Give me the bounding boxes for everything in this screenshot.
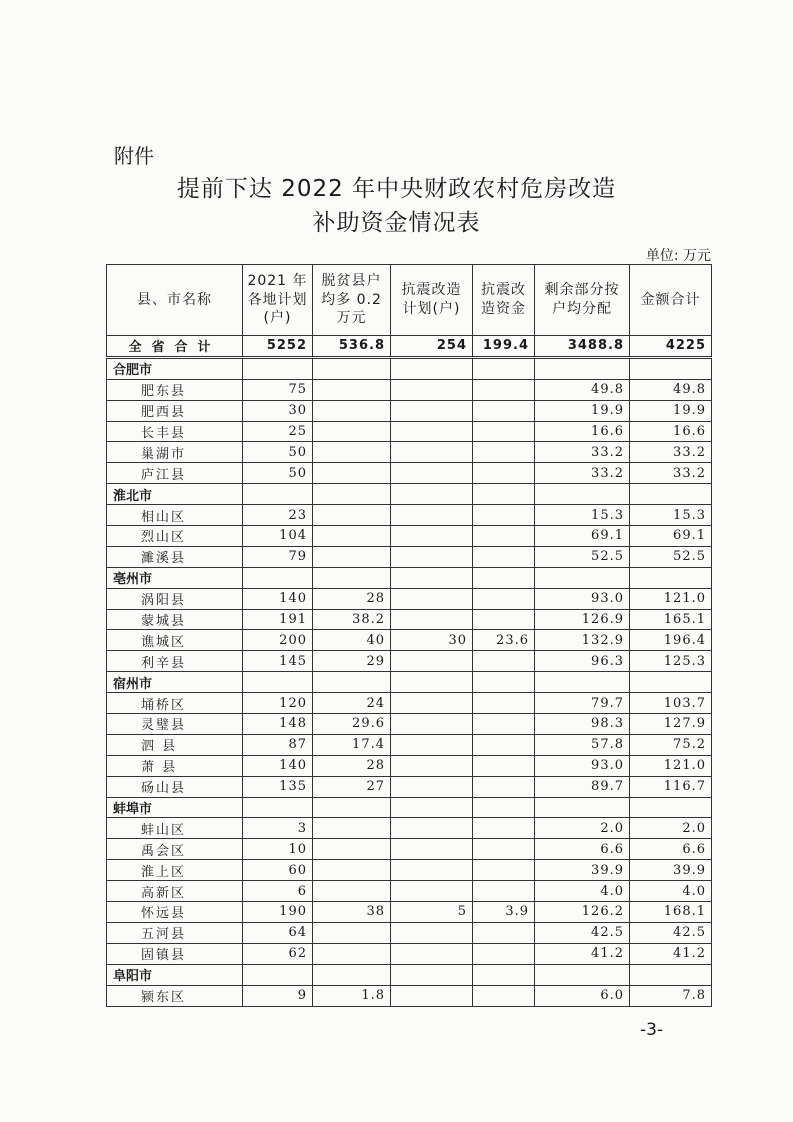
value-cell: 60 bbox=[243, 860, 313, 881]
county-name-cell: 肥西县 bbox=[107, 400, 243, 421]
city-name-cell: 亳州市 bbox=[107, 567, 243, 588]
county-name-cell: 涡阳县 bbox=[107, 588, 243, 609]
document-title-line2: 补助资金情况表 bbox=[312, 210, 481, 236]
value-cell: 64 bbox=[243, 922, 313, 943]
county-name-cell: 肥东县 bbox=[107, 379, 243, 400]
header-quake-plan: 抗震改造计划(户) bbox=[391, 265, 473, 336]
table-row-county bbox=[107, 922, 712, 943]
value-cell bbox=[473, 714, 535, 735]
table-row-county bbox=[107, 588, 712, 609]
value-cell: 132.9 bbox=[535, 630, 630, 651]
county-name-cell: 砀山县 bbox=[107, 776, 243, 797]
attachment-label: 附件 bbox=[114, 144, 154, 168]
table-row-county bbox=[107, 609, 712, 630]
county-name-cell: 蚌山区 bbox=[107, 818, 243, 839]
value-cell: 116.7 bbox=[630, 776, 712, 797]
county-name-cell: 埇桥区 bbox=[107, 693, 243, 714]
table-row-county bbox=[107, 755, 712, 776]
value-cell bbox=[313, 505, 391, 526]
value-cell: 17.4 bbox=[313, 734, 391, 755]
total-value-cell: 3488.8 bbox=[535, 336, 630, 358]
empty-cell bbox=[313, 357, 391, 379]
table-row-city bbox=[107, 484, 712, 505]
value-cell bbox=[313, 839, 391, 860]
value-cell bbox=[473, 421, 535, 442]
empty-cell bbox=[535, 357, 630, 379]
value-cell: 2.0 bbox=[535, 818, 630, 839]
value-cell: 6.6 bbox=[535, 839, 630, 860]
county-name-cell: 禹会区 bbox=[107, 839, 243, 860]
empty-cell bbox=[473, 964, 535, 985]
subsidy-table bbox=[106, 264, 712, 1007]
value-cell: 6.0 bbox=[535, 985, 630, 1006]
city-name-cell: 淮北市 bbox=[107, 484, 243, 505]
empty-cell bbox=[243, 484, 313, 505]
value-cell: 6.6 bbox=[630, 839, 712, 860]
empty-cell bbox=[391, 672, 473, 693]
value-cell bbox=[473, 776, 535, 797]
value-cell bbox=[313, 379, 391, 400]
value-cell: 33.2 bbox=[535, 463, 630, 484]
total-value-cell: 254 bbox=[391, 336, 473, 358]
value-cell: 121.0 bbox=[630, 755, 712, 776]
value-cell bbox=[473, 734, 535, 755]
value-cell: 62 bbox=[243, 943, 313, 964]
empty-cell bbox=[473, 357, 535, 379]
county-name-cell: 濉溪县 bbox=[107, 546, 243, 567]
value-cell: 42.5 bbox=[630, 922, 712, 943]
total-value-cell: 536.8 bbox=[313, 336, 391, 358]
empty-cell bbox=[391, 567, 473, 588]
value-cell: 52.5 bbox=[630, 546, 712, 567]
value-cell: 79 bbox=[243, 546, 313, 567]
value-cell: 69.1 bbox=[630, 526, 712, 547]
value-cell: 93.0 bbox=[535, 588, 630, 609]
value-cell bbox=[313, 818, 391, 839]
header-plan-2021: 2021 年各地计划(户) bbox=[243, 265, 313, 336]
value-cell: 41.2 bbox=[535, 943, 630, 964]
value-cell: 1.8 bbox=[313, 985, 391, 1006]
table-row-county bbox=[107, 651, 712, 672]
table-row-county bbox=[107, 379, 712, 400]
value-cell: 49.8 bbox=[535, 379, 630, 400]
empty-cell bbox=[473, 484, 535, 505]
value-cell bbox=[313, 881, 391, 902]
value-cell bbox=[473, 693, 535, 714]
value-cell: 16.6 bbox=[630, 421, 712, 442]
value-cell: 200 bbox=[243, 630, 313, 651]
value-cell bbox=[313, 442, 391, 463]
county-name-cell: 五河县 bbox=[107, 922, 243, 943]
total-name-cell: 全省合计 bbox=[107, 336, 243, 358]
value-cell: 104 bbox=[243, 526, 313, 547]
value-cell: 15.3 bbox=[630, 505, 712, 526]
value-cell bbox=[473, 609, 535, 630]
value-cell: 125.3 bbox=[630, 651, 712, 672]
value-cell bbox=[391, 755, 473, 776]
page-number: -3- bbox=[640, 1020, 664, 1040]
value-cell: 19.9 bbox=[630, 400, 712, 421]
value-cell: 140 bbox=[243, 588, 313, 609]
table-row-county bbox=[107, 442, 712, 463]
value-cell: 165.1 bbox=[630, 609, 712, 630]
value-cell bbox=[391, 463, 473, 484]
value-cell: 4.0 bbox=[535, 881, 630, 902]
value-cell: 42.5 bbox=[535, 922, 630, 943]
value-cell: 39.9 bbox=[630, 860, 712, 881]
value-cell bbox=[391, 881, 473, 902]
value-cell bbox=[473, 588, 535, 609]
value-cell: 50 bbox=[243, 442, 313, 463]
value-cell bbox=[473, 839, 535, 860]
header-quake-fund: 抗震改造资金 bbox=[473, 265, 535, 336]
empty-cell bbox=[243, 672, 313, 693]
empty-cell bbox=[243, 797, 313, 818]
value-cell: 33.2 bbox=[630, 442, 712, 463]
city-name-cell: 蚌埠市 bbox=[107, 797, 243, 818]
table-row-county bbox=[107, 902, 712, 923]
value-cell: 30 bbox=[243, 400, 313, 421]
unit-label: 单位: 万元 bbox=[645, 248, 711, 264]
value-cell: 23.6 bbox=[473, 630, 535, 651]
value-cell: 29 bbox=[313, 651, 391, 672]
empty-cell bbox=[243, 357, 313, 379]
value-cell: 23 bbox=[243, 505, 313, 526]
county-name-cell: 淮上区 bbox=[107, 860, 243, 881]
value-cell bbox=[473, 526, 535, 547]
value-cell bbox=[473, 379, 535, 400]
value-cell: 87 bbox=[243, 734, 313, 755]
table-row-county bbox=[107, 630, 712, 651]
value-cell: 148 bbox=[243, 714, 313, 735]
county-name-cell: 固镇县 bbox=[107, 943, 243, 964]
value-cell bbox=[473, 943, 535, 964]
value-cell: 191 bbox=[243, 609, 313, 630]
header-name: 县、市名称 bbox=[107, 265, 243, 336]
empty-cell bbox=[473, 797, 535, 818]
value-cell bbox=[391, 505, 473, 526]
value-cell: 69.1 bbox=[535, 526, 630, 547]
table-row-county bbox=[107, 776, 712, 797]
value-cell: 168.1 bbox=[630, 902, 712, 923]
value-cell: 126.2 bbox=[535, 902, 630, 923]
empty-cell bbox=[243, 964, 313, 985]
value-cell bbox=[473, 922, 535, 943]
county-name-cell: 颍东区 bbox=[107, 985, 243, 1006]
empty-cell bbox=[535, 797, 630, 818]
value-cell bbox=[473, 442, 535, 463]
value-cell bbox=[391, 588, 473, 609]
empty-cell bbox=[313, 484, 391, 505]
value-cell: 33.2 bbox=[630, 463, 712, 484]
table-row-county bbox=[107, 526, 712, 547]
value-cell bbox=[473, 985, 535, 1006]
value-cell bbox=[391, 985, 473, 1006]
empty-cell bbox=[535, 567, 630, 588]
value-cell bbox=[391, 421, 473, 442]
value-cell bbox=[473, 881, 535, 902]
value-cell: 52.5 bbox=[535, 546, 630, 567]
total-value-cell: 199.4 bbox=[473, 336, 535, 358]
header-total: 金额合计 bbox=[630, 265, 712, 336]
value-cell bbox=[473, 463, 535, 484]
empty-cell bbox=[535, 964, 630, 985]
county-name-cell: 相山区 bbox=[107, 505, 243, 526]
value-cell bbox=[313, 943, 391, 964]
value-cell bbox=[391, 442, 473, 463]
empty-cell bbox=[243, 567, 313, 588]
total-value-cell: 4225 bbox=[630, 336, 712, 358]
empty-cell bbox=[630, 672, 712, 693]
value-cell: 120 bbox=[243, 693, 313, 714]
county-name-cell: 泗 县 bbox=[107, 734, 243, 755]
empty-cell bbox=[535, 484, 630, 505]
table-row-county bbox=[107, 985, 712, 1006]
value-cell bbox=[313, 463, 391, 484]
value-cell: 2.0 bbox=[630, 818, 712, 839]
county-name-cell: 高新区 bbox=[107, 881, 243, 902]
value-cell: 15.3 bbox=[535, 505, 630, 526]
value-cell: 98.3 bbox=[535, 714, 630, 735]
empty-cell bbox=[535, 672, 630, 693]
value-cell bbox=[473, 651, 535, 672]
table-row-county bbox=[107, 860, 712, 881]
empty-cell bbox=[473, 672, 535, 693]
value-cell: 145 bbox=[243, 651, 313, 672]
value-cell: 38.2 bbox=[313, 609, 391, 630]
table-row-county bbox=[107, 505, 712, 526]
value-cell bbox=[391, 839, 473, 860]
value-cell: 135 bbox=[243, 776, 313, 797]
county-name-cell: 长丰县 bbox=[107, 421, 243, 442]
value-cell: 10 bbox=[243, 839, 313, 860]
value-cell: 27 bbox=[313, 776, 391, 797]
county-name-cell: 怀远县 bbox=[107, 902, 243, 923]
value-cell: 4.0 bbox=[630, 881, 712, 902]
table-row-county bbox=[107, 839, 712, 860]
table-row-county bbox=[107, 714, 712, 735]
value-cell: 49.8 bbox=[630, 379, 712, 400]
value-cell bbox=[391, 922, 473, 943]
county-name-cell: 巢湖市 bbox=[107, 442, 243, 463]
empty-cell bbox=[630, 567, 712, 588]
empty-cell bbox=[630, 357, 712, 379]
value-cell: 103.7 bbox=[630, 693, 712, 714]
empty-cell bbox=[313, 672, 391, 693]
empty-cell bbox=[630, 484, 712, 505]
value-cell: 3.9 bbox=[473, 902, 535, 923]
value-cell bbox=[313, 526, 391, 547]
empty-cell bbox=[630, 964, 712, 985]
value-cell: 7.8 bbox=[630, 985, 712, 1006]
table-row-city bbox=[107, 357, 712, 379]
city-name-cell: 阜阳市 bbox=[107, 964, 243, 985]
value-cell bbox=[391, 860, 473, 881]
value-cell bbox=[473, 755, 535, 776]
table-row-county bbox=[107, 463, 712, 484]
value-cell bbox=[313, 860, 391, 881]
table-row-county bbox=[107, 400, 712, 421]
value-cell bbox=[313, 421, 391, 442]
empty-cell bbox=[473, 567, 535, 588]
value-cell: 38 bbox=[313, 902, 391, 923]
table-row-county bbox=[107, 881, 712, 902]
table-row-city bbox=[107, 567, 712, 588]
table-row-city bbox=[107, 797, 712, 818]
value-cell: 50 bbox=[243, 463, 313, 484]
value-cell: 126.9 bbox=[535, 609, 630, 630]
empty-cell bbox=[391, 357, 473, 379]
empty-cell bbox=[313, 797, 391, 818]
empty-cell bbox=[630, 797, 712, 818]
value-cell: 19.9 bbox=[535, 400, 630, 421]
value-cell bbox=[473, 400, 535, 421]
value-cell: 16.6 bbox=[535, 421, 630, 442]
county-name-cell: 利辛县 bbox=[107, 651, 243, 672]
total-value-cell: 5252 bbox=[243, 336, 313, 358]
value-cell bbox=[473, 860, 535, 881]
value-cell: 5 bbox=[391, 902, 473, 923]
county-name-cell: 萧 县 bbox=[107, 755, 243, 776]
value-cell: 140 bbox=[243, 755, 313, 776]
value-cell: 89.7 bbox=[535, 776, 630, 797]
value-cell: 24 bbox=[313, 693, 391, 714]
value-cell bbox=[473, 818, 535, 839]
value-cell bbox=[313, 546, 391, 567]
value-cell bbox=[473, 546, 535, 567]
value-cell: 79.7 bbox=[535, 693, 630, 714]
header-poverty-extra: 脱贫县户均多 0.2 万元 bbox=[313, 265, 391, 336]
value-cell bbox=[391, 943, 473, 964]
table-row-county bbox=[107, 818, 712, 839]
city-name-cell: 合肥市 bbox=[107, 357, 243, 379]
value-cell: 40 bbox=[313, 630, 391, 651]
table-row-total bbox=[107, 336, 712, 358]
value-cell bbox=[313, 400, 391, 421]
table-row-county bbox=[107, 734, 712, 755]
value-cell: 29.6 bbox=[313, 714, 391, 735]
county-name-cell: 烈山区 bbox=[107, 526, 243, 547]
value-cell: 33.2 bbox=[535, 442, 630, 463]
value-cell bbox=[473, 505, 535, 526]
value-cell: 75.2 bbox=[630, 734, 712, 755]
header-remaining: 剩余部分按户均分配 bbox=[535, 265, 630, 336]
value-cell bbox=[391, 776, 473, 797]
county-name-cell: 灵璧县 bbox=[107, 714, 243, 735]
value-cell: 39.9 bbox=[535, 860, 630, 881]
value-cell bbox=[391, 651, 473, 672]
county-name-cell: 庐江县 bbox=[107, 463, 243, 484]
table-row-city bbox=[107, 672, 712, 693]
value-cell bbox=[391, 693, 473, 714]
county-name-cell: 蒙城县 bbox=[107, 609, 243, 630]
table-body bbox=[107, 336, 712, 1007]
value-cell: 57.8 bbox=[535, 734, 630, 755]
value-cell: 3 bbox=[243, 818, 313, 839]
value-cell: 9 bbox=[243, 985, 313, 1006]
table-header bbox=[107, 265, 712, 336]
value-cell bbox=[391, 400, 473, 421]
empty-cell bbox=[391, 964, 473, 985]
value-cell: 28 bbox=[313, 755, 391, 776]
value-cell: 41.2 bbox=[630, 943, 712, 964]
value-cell: 25 bbox=[243, 421, 313, 442]
city-name-cell: 宿州市 bbox=[107, 672, 243, 693]
table-row-county bbox=[107, 421, 712, 442]
value-cell bbox=[391, 818, 473, 839]
value-cell: 96.3 bbox=[535, 651, 630, 672]
document-title-line1: 提前下达 2022 年中央财政农村危房改造 bbox=[176, 176, 617, 202]
value-cell: 28 bbox=[313, 588, 391, 609]
value-cell: 190 bbox=[243, 902, 313, 923]
value-cell: 75 bbox=[243, 379, 313, 400]
value-cell: 121.0 bbox=[630, 588, 712, 609]
value-cell bbox=[391, 379, 473, 400]
table-row-county bbox=[107, 693, 712, 714]
value-cell bbox=[313, 922, 391, 943]
table-row-county bbox=[107, 546, 712, 567]
empty-cell bbox=[391, 797, 473, 818]
value-cell bbox=[391, 526, 473, 547]
value-cell bbox=[391, 546, 473, 567]
value-cell: 30 bbox=[391, 630, 473, 651]
value-cell bbox=[391, 734, 473, 755]
value-cell: 127.9 bbox=[630, 714, 712, 735]
value-cell: 196.4 bbox=[630, 630, 712, 651]
table-row-city bbox=[107, 964, 712, 985]
value-cell bbox=[391, 714, 473, 735]
table-row-county bbox=[107, 943, 712, 964]
value-cell bbox=[391, 609, 473, 630]
value-cell: 6 bbox=[243, 881, 313, 902]
empty-cell bbox=[313, 567, 391, 588]
empty-cell bbox=[391, 484, 473, 505]
empty-cell bbox=[313, 964, 391, 985]
county-name-cell: 谯城区 bbox=[107, 630, 243, 651]
value-cell: 93.0 bbox=[535, 755, 630, 776]
